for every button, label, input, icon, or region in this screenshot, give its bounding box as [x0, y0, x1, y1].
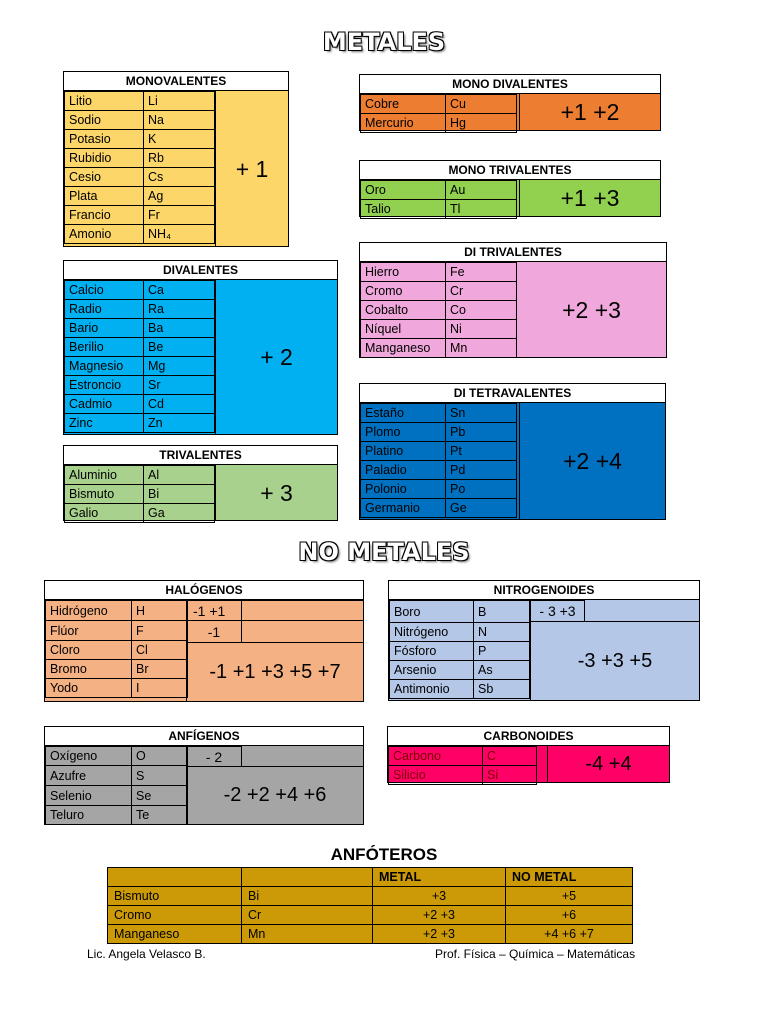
group-halogenos — [44, 580, 364, 702]
valence-value: +1 +2 — [519, 94, 660, 131]
title-metales: METALES — [322, 28, 446, 56]
valence-value-2: -1 — [186, 620, 242, 643]
element-table: Aluminio Al Bismuto Bi Galio Ga — [64, 465, 215, 523]
valence-cell-blank — [241, 620, 364, 643]
group-header: ANFÍGENOS — [45, 727, 363, 746]
group-header: DI TRIVALENTES — [360, 243, 666, 262]
group-divalentes — [63, 260, 338, 435]
footer-subjects: Prof. Física – Química – Matemáticas — [435, 947, 636, 961]
table-row: Cromo Cr +2 +3 +6 — [108, 906, 633, 925]
group-monovalentes — [63, 71, 289, 247]
group-header: NITROGENOIDES — [389, 581, 699, 600]
valence-value: -2 +2 +4 +6 — [186, 766, 364, 825]
group-mono-divalentes — [359, 74, 661, 131]
anfoteros-title: ANFÓTEROS — [330, 845, 438, 864]
valence-value-1: -1 +1 — [186, 600, 242, 621]
element-table: Hierro Fe Cromo Cr Cobalto Co Níquel Ni Manganeso Mn — [360, 262, 517, 358]
element-table: Boro B Nitrógeno N Fósforo P Arsenio As Antimonio Sb — [389, 600, 530, 699]
group-di-tetravalentes — [359, 383, 666, 520]
group-header: DI TETRAVALENTES — [360, 384, 665, 403]
group-header: MONOVALENTES — [64, 72, 288, 91]
element-table: Carbono C Silicio Si — [388, 746, 537, 785]
group-header: TRIVALENTES — [64, 446, 337, 465]
valence-value: -1 +1 +3 +5 +7 — [186, 642, 364, 702]
valence-value-1: - 3 +3 — [530, 600, 585, 622]
element-table: Oxígeno O Azufre S Selenio Se Teluro Te — [45, 746, 188, 825]
valence-value-1: - 2 — [186, 746, 242, 767]
group-mono-trivalentes — [359, 160, 661, 217]
element-table: Estaño Sn Plomo Pb Platino Pt Paladio Pd Polonio Po Germanio Ge — [360, 403, 517, 518]
group-anfigenos — [44, 726, 364, 825]
table-row: Manganeso Mn +2 +3 +4 +6 +7 — [108, 925, 633, 944]
element-table: Calcio Ca Radio Ra Bario Ba Berilio Be Magnesio Mg Estroncio Sr Cadmio Cd Zinc Zn — [64, 280, 215, 433]
element-table: Hidrógeno H Flúor F Cloro Cl Bromo Br Yodo I — [45, 600, 188, 698]
group-header: MONO DIVALENTES — [360, 75, 660, 94]
table-row: Bismuto Bi +3 +5 — [108, 887, 633, 906]
valence-cell-blank — [241, 600, 364, 621]
footer-author: Lic. Angela Velasco B. — [87, 947, 206, 961]
title-no-metales: NO METALES — [298, 538, 470, 566]
valence-value: -3 +3 +5 — [530, 621, 700, 701]
group-nitrogenoides — [388, 580, 700, 701]
valence-value: + 2 — [215, 280, 337, 435]
group-header: HALÓGENOS — [45, 581, 363, 600]
valence-value: + 3 — [215, 465, 337, 521]
element-table: Oro Au Talio Tl — [360, 180, 517, 219]
valence-value: +1 +3 — [519, 180, 660, 217]
valence-value: +2 +4 — [519, 403, 665, 520]
anfoteros-table — [107, 867, 633, 944]
element-table: Cobre Cu Mercurio Hg — [360, 94, 517, 133]
group-di-trivalentes — [359, 242, 667, 358]
valence-value: + 1 — [215, 91, 288, 247]
table-header-row: METAL NO METAL — [108, 868, 633, 887]
group-header: CARBONOIDES — [388, 727, 669, 746]
group-header: MONO TRIVALENTES — [360, 161, 660, 180]
element-table: Litio Li Sodio Na Potasio K Rubidio Rb Cesio Cs Plata Ag Francio Fr Amonio NH₄ — [64, 91, 215, 244]
group-carbonoides — [387, 726, 670, 783]
group-header: DIVALENTES — [64, 261, 337, 280]
valence-value: -4 +4 — [547, 746, 669, 783]
valence-value: +2 +3 — [516, 262, 666, 358]
group-trivalentes — [63, 445, 338, 521]
